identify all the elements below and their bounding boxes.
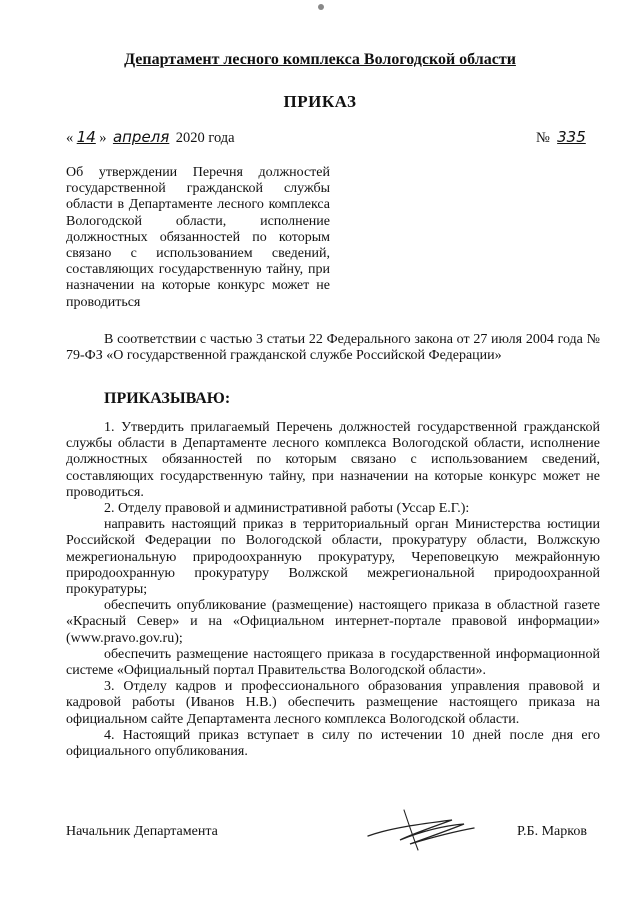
date-open-quote: «: [66, 130, 74, 146]
order-subject: Об утверждении Перечня должностей государственной гражданской службы области в Департаменте лесного комплекса Вологодской области, исполнение должностных обязанностей по которым связано с использованием сведений, составляющих государственную тайну, при назначении на которые конкурс может не проводиться: [66, 165, 330, 310]
paragraph-2: 2. Отделу правовой и административной работы (Уссар Е.Г.):: [104, 501, 470, 517]
order-directive-word: ПРИКАЗЫВАЮ:: [104, 390, 231, 407]
paragraph-2-item-1: направить настоящий приказ в территориальный орган Министерства юстиции Российской Федерации по Вологодской области, прокуратуру области, Волжскую межрегиональную природоохранную прокуратуру, Череповецкую межрайонную природоохранную прокуратуру Волжской межрегиональной природоохранной прокуратуры;: [66, 517, 600, 598]
paragraph-2-item-2: обеспечить опубликование (размещение) настоящего приказа в областной газете «Красный Север» и на «Официальном интернет-портале правовой информации» (www.pravo.gov.ru);: [66, 598, 600, 646]
document-title: ПРИКАЗ: [283, 92, 357, 111]
paragraph-1: 1. Утвердить прилагаемый Перечень должностей государственной гражданской службы области в Департаменте лесного комплекса Вологодской области, исполнение должностных обязанностей по которым связано с использованием сведений, составляющих государственную тайну, при назначении на которые конкурс может не проводиться.: [66, 420, 600, 500]
signatory-position: Начальник Департамента: [66, 824, 218, 839]
legal-basis: В соответствии с частью 3 статьи 22 Федерального закона от 27 июля 2004 года № 79-ФЗ «О государственной гражданской службе Российской Федерации»: [66, 332, 600, 364]
paragraph-2-item-3: обеспечить размещение настоящего приказа в государственной информационной системе «Официальный портал Правительства Вологодской области».: [66, 646, 600, 679]
order-body: [66, 420, 600, 760]
order-date: [66, 128, 235, 147]
number-prefix: №: [536, 130, 550, 146]
date-year: 2020 года: [175, 130, 235, 146]
date-day: 14: [76, 128, 96, 146]
order-number: [536, 128, 589, 147]
signatory-name: Р.Б. Марков: [517, 824, 587, 839]
handwritten-signature: [360, 798, 480, 858]
number-value: 335: [557, 128, 586, 146]
paragraph-4: 4. Настоящий приказ вступает в силу по истечении 10 дней после дня его официального опубликования.: [66, 727, 600, 760]
date-close-quote: »: [99, 130, 107, 146]
department-heading: Департамент лесного комплекса Вологодской области: [124, 51, 516, 68]
paragraph-3: 3. Отделу кадров и профессионального образования управления правовой и кадровой работы (Иванов Н.В.) обеспечить размещение настоящего приказа на официальном сайте Департамента лесного комплекса Вологодской области.: [66, 679, 600, 727]
scan-dot: [318, 4, 324, 10]
date-month: апреля: [112, 128, 170, 146]
